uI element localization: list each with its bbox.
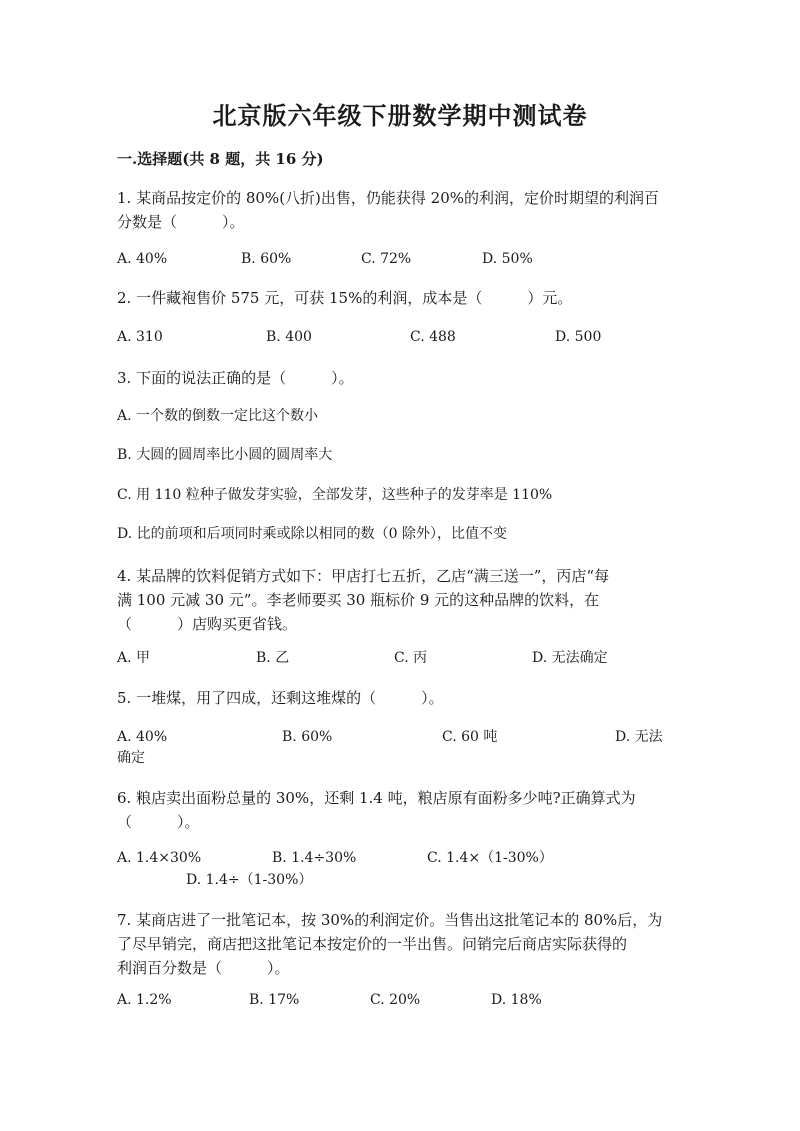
question-text-line: 6. 粮店卖出面粉总量的 30%，还剩 1.4 吨，粮店原有面粉多少吨?正确算式为 [117, 789, 636, 807]
option-b: B. 大圆的圆周率比小圆的圆周率大 [117, 447, 333, 463]
question-text-line: 分数是（ ）。 [117, 213, 245, 231]
option-b: B. 60% [282, 729, 333, 745]
question-text-line: 5. 一堆煤，用了四成，还剩这堆煤的（ ）。 [117, 689, 444, 707]
option-c: C. 60 吨 [442, 729, 498, 745]
option-b: B. 400 [266, 329, 312, 345]
option-b: B. 17% [249, 992, 300, 1008]
option-d-continuation: 确定 [117, 750, 145, 766]
option-a: A. 310 [117, 329, 163, 345]
option-c: C. 20% [370, 992, 421, 1008]
question-text-line: 满 100 元减 30 元”。李老师要买 30 瓶标价 9 元的这种品牌的饮料，在 [117, 591, 600, 609]
section-heading: 一.选择题(共 8 题，共 16 分) [117, 150, 324, 168]
question-3 [117, 366, 687, 390]
option-a: A. 1.4×30% [117, 850, 202, 866]
page-title: 北京版六年级下册数学期中测试卷 [212, 101, 588, 130]
question-text-line: 1. 某商品按定价的 80%(八折)出售，仍能获得 20%的利润，定价时期望的利润百 [117, 189, 660, 207]
option-d: D. 500 [555, 329, 602, 345]
question-text-line: 2. 一件藏袍售价 575 元，可获 15%的利润，成本是（ ）元。 [117, 289, 573, 307]
option-d: D. 50% [482, 251, 533, 267]
option-a: A. 40% [117, 251, 168, 267]
option-a: A. 40% [117, 729, 168, 745]
option-a: A. 一个数的倒数一定比这个数小 [117, 408, 319, 424]
option-c: C. 用 110 粒种子做发芽实验，全部发芽，这些种子的发芽率是 110% [117, 487, 553, 503]
question-text-line: 了尽早销完，商店把这批笔记本按定价的一半出售。问销完后商店实际获得的 [117, 935, 628, 953]
option-d: D. 1.4÷（1-30%） [186, 872, 313, 888]
option-b: B. 60% [241, 251, 292, 267]
option-c: C. 72% [361, 251, 412, 267]
option-d: D. 18% [491, 992, 542, 1008]
option-d: D. 无法确定 [532, 650, 608, 666]
option-c: C. 1.4×（1-30%） [427, 850, 553, 866]
question-5 [117, 686, 687, 710]
option-d: D. 比的前项和后项同时乘或除以相同的数（0 除外），比值不变 [117, 526, 507, 542]
question-text-line: 3. 下面的说法正确的是（ ）。 [117, 369, 354, 387]
question-text-line: 4. 某品牌的饮料促销方式如下：甲店打七五折，乙店“满三送一”，丙店“每 [117, 567, 610, 585]
question-text-line: 利润百分数是（ ）。 [117, 959, 290, 977]
question-7 [117, 908, 687, 980]
question-2 [117, 286, 687, 310]
option-c: C. 488 [410, 329, 456, 345]
question-text-line: （ ）。 [117, 813, 200, 831]
question-text-line: 7. 某商店进了一批笔记本，按 30%的利润定价。当售出这批笔记本的 80%后，为 [117, 911, 663, 929]
question-4 [117, 564, 687, 636]
question-text-line: （ ）店购买更省钱。 [117, 615, 298, 633]
option-d: D. 无法 [615, 729, 663, 745]
option-a: A. 1.2% [117, 992, 172, 1008]
question-6 [117, 786, 687, 834]
option-b: B. 1.4÷30% [272, 850, 357, 866]
option-a: A. 甲 [117, 650, 151, 666]
question-1 [117, 186, 687, 234]
option-c: C. 丙 [394, 650, 428, 666]
option-b: B. 乙 [256, 650, 290, 666]
